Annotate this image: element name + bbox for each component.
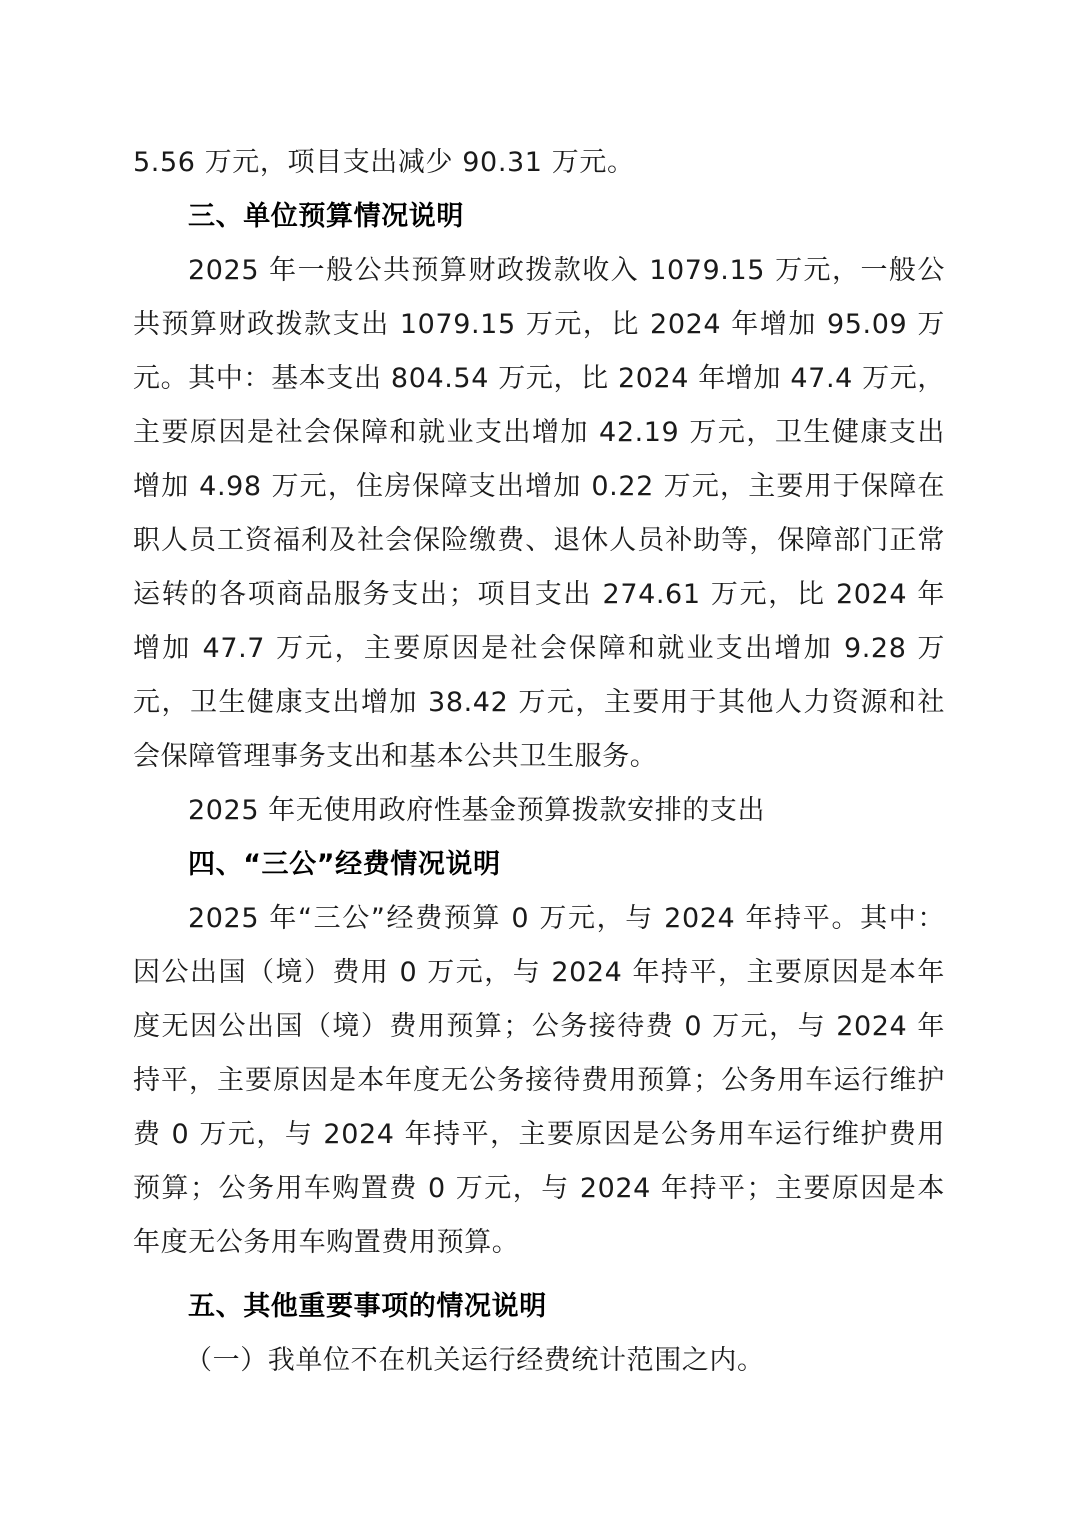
section-heading-budget: 三、单位预算情况说明 xyxy=(188,201,464,232)
document-body xyxy=(133,136,945,1388)
fund-paragraph: 2025 年无使用政府性基金预算拨款安排的支出 xyxy=(188,795,766,826)
other-matters-item-1: （一）我单位不在机关运行经费统计范围之内。 xyxy=(185,1345,765,1376)
section-heading-other-matters: 五、其他重要事项的情况说明 xyxy=(188,1291,547,1322)
budget-paragraph: 2025 年一般公共预算财政拨款收入 1079.15 万元，一般公共预算财政拨款支出 1079.15 万元，比 2024 年增加 95.09 万元。其中：基本支出 804.54 万元，比 2024 年增加 47.4 万元，主要原因是社会保障和就业支出增加 42.19 万元，卫生健康支出增加 4.98 万元，住房保障支出增加 0.22 万元，主要用于保障在职人员工资福利及社会保险缴费、退休人员补助等，保障部门正常运转的各项商品服务支出；项目支出 274.61 万元，比 2024 年增加 47.7 万元，主要原因是社会保障和就业支出增加 9.28 万元，卫生健康支出增加 38.42 万元，主要用于其他人力资源和社会保障管理事务支出和基本公共卫生服务。 xyxy=(133,255,945,772)
continuation-paragraph: 5.56 万元，项目支出减少 90.31 万元。 xyxy=(133,147,635,178)
section-heading-three-public: 四、“三公”经费情况说明 xyxy=(188,849,501,880)
three-public-paragraph: 2025 年“三公”经费预算 0 万元，与 2024 年持平。其中：因公出国（境）费用 0 万元，与 2024 年持平，主要原因是本年度无因公出国（境）费用预算；公务接待费 0 万元，与 2024 年持平，主要原因是本年度无公务接待费用预算；公务用车运行维护费 0 万元，与 2024 年持平，主要原因是公务用车运行维护费用预算；公务用车购置费 0 万元，与 2024 年持平；主要原因是本年度无公务用车购置费用预算。 xyxy=(133,903,945,1258)
